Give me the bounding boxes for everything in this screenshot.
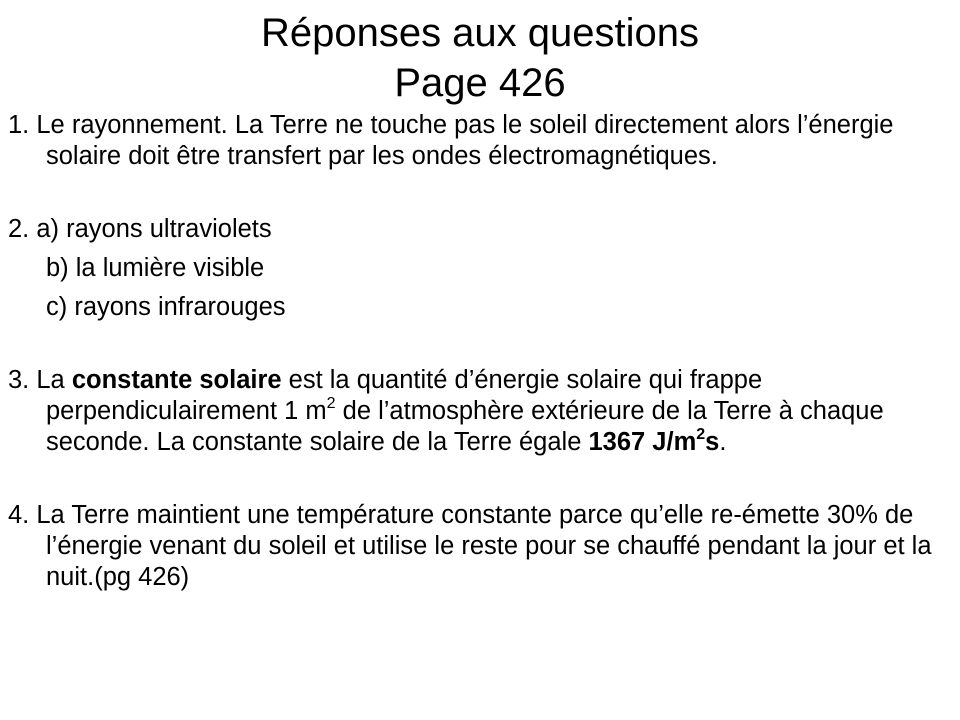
answer-3-end: . xyxy=(719,428,727,456)
answer-1-text: Le rayonnement. La Terre ne touche pas le soleil directement alors l’énergie solaire doit être transfert par les ondes électromagnétiques. xyxy=(36,111,894,170)
spacer xyxy=(8,172,948,214)
answer-3-mid2: de l’atmosphère extérieure de la Terre à chaque seconde. La constante solaire de la Terre égale xyxy=(46,397,884,456)
answer-3-number: 3. xyxy=(8,366,30,394)
answer-1 xyxy=(8,110,948,172)
answer-2-number: 2. xyxy=(8,215,30,243)
answer-2a: a) rayons ultraviolets xyxy=(36,215,272,243)
answer-4 xyxy=(8,500,948,593)
answer-3-mid1: est la quantité d’énergie solaire qui frappe perpendiculairement 1 m xyxy=(46,366,763,425)
slide-body xyxy=(8,110,948,593)
spacer xyxy=(8,323,948,365)
spacer xyxy=(8,458,948,500)
spacer xyxy=(8,284,948,292)
answer-1-number: 1. xyxy=(8,111,30,139)
answer-3-value xyxy=(588,428,719,456)
answer-3-value-main: 1367 J/m xyxy=(588,428,697,456)
answer-2c: c) rayons infrarouges xyxy=(46,293,286,321)
slide-title xyxy=(0,8,960,108)
answer-2 xyxy=(8,214,948,245)
title-line-2: Page 426 xyxy=(394,61,566,105)
answer-3-pre: La xyxy=(36,366,72,394)
spacer xyxy=(8,245,948,253)
answer-3-value-end: s xyxy=(705,428,720,456)
answer-3-term: constante solaire xyxy=(71,366,282,394)
answer-4-number: 4. xyxy=(8,501,30,529)
answer-3-sup1: 2 xyxy=(326,395,336,412)
answer-3-sup2: 2 xyxy=(696,426,706,443)
answer-4-text: La Terre maintient une température constante parce qu’elle re-émette 30% de l’énergie venant du soleil et utilise le reste pour se chauffé pendant la jour et la nuit.(pg 426) xyxy=(36,501,932,591)
title-line-1: Réponses aux questions xyxy=(260,11,700,55)
answer-2b: b) la lumière visible xyxy=(46,254,265,282)
answer-3 xyxy=(8,365,948,458)
